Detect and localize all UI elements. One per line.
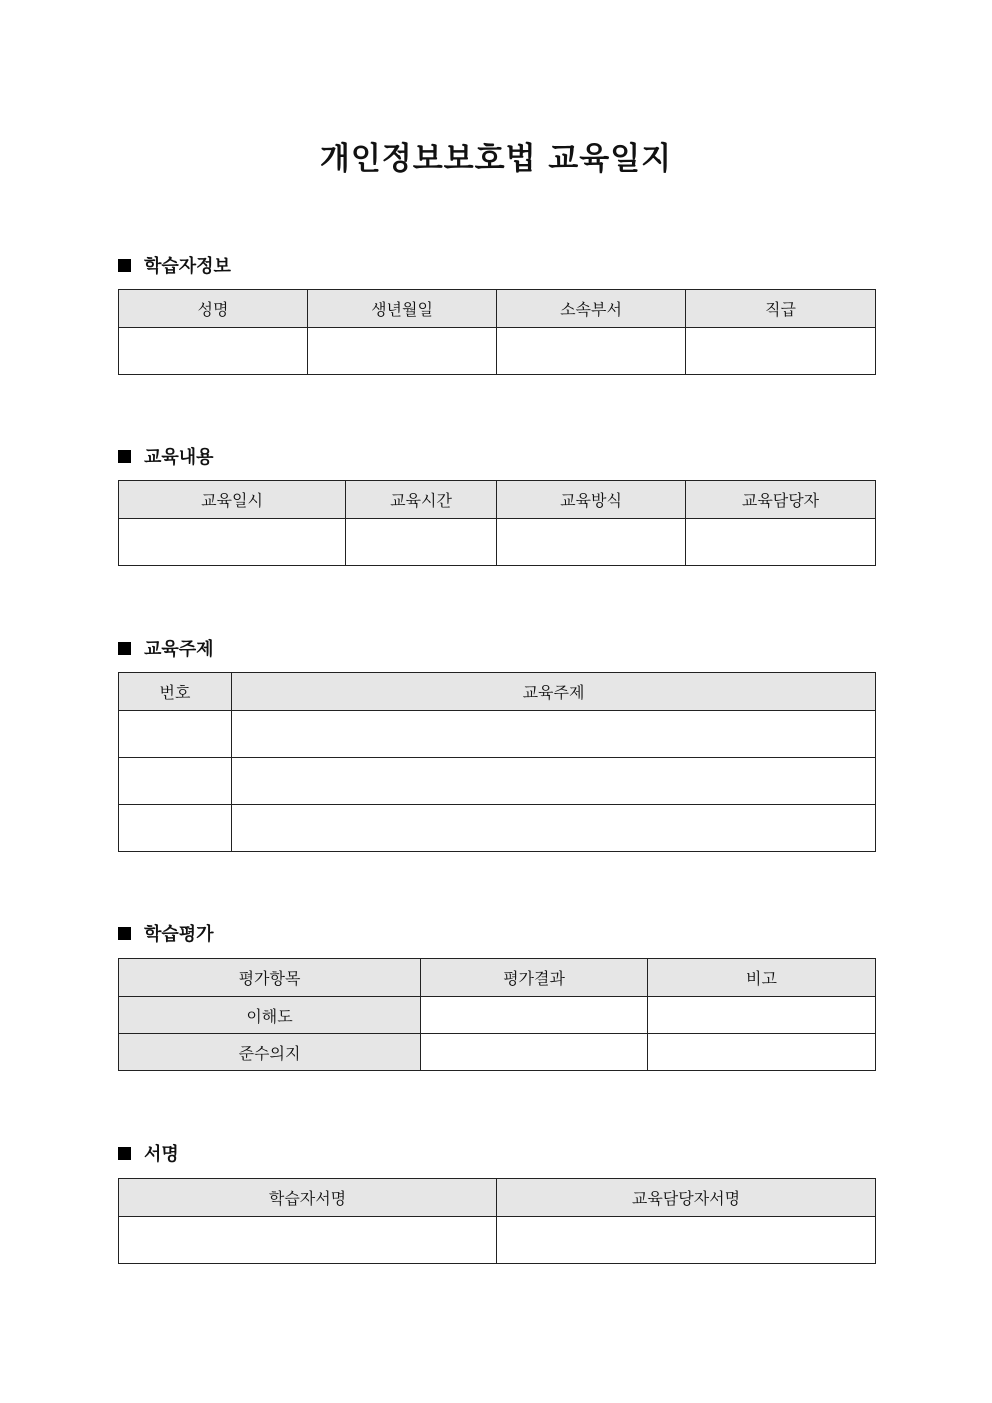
section-heading-signature [118, 1141, 179, 1165]
table-row [119, 758, 876, 805]
name-field[interactable] [119, 328, 308, 375]
number-field[interactable] [119, 805, 232, 852]
header-edu-datetime: 교육일시 [119, 481, 346, 519]
header-topic: 교육주제 [232, 673, 876, 711]
section-heading-content [118, 444, 214, 468]
square-bullet-icon [118, 642, 131, 655]
table-row [119, 805, 876, 852]
square-bullet-icon [118, 927, 131, 940]
remarks-field[interactable] [648, 997, 876, 1034]
topic-field[interactable] [232, 805, 876, 852]
header-department: 소속부서 [497, 290, 686, 328]
number-field[interactable] [119, 711, 232, 758]
header-edu-duration: 교육시간 [346, 481, 497, 519]
header-eval-result: 평가결과 [421, 959, 648, 997]
eval-item-understanding: 이해도 [119, 997, 421, 1034]
table-row [119, 711, 876, 758]
header-edu-method: 교육방식 [497, 481, 686, 519]
number-field[interactable] [119, 758, 232, 805]
section-heading-learner [118, 253, 231, 277]
section-heading-label: 학습자정보 [144, 256, 231, 277]
section-heading-label: 학습평가 [144, 924, 214, 945]
header-manager-signature: 교육담당자서명 [497, 1179, 876, 1217]
topic-field[interactable] [232, 758, 876, 805]
evaluation-table [118, 958, 876, 1071]
education-topic-table [118, 672, 876, 852]
eval-result-field[interactable] [421, 997, 648, 1034]
header-edu-manager: 교육담당자 [686, 481, 876, 519]
remarks-field[interactable] [648, 1034, 876, 1071]
edu-method-field[interactable] [497, 519, 686, 566]
department-field[interactable] [497, 328, 686, 375]
table-row [119, 1034, 876, 1071]
section-heading-evaluation [118, 921, 214, 945]
education-content-table [118, 480, 876, 566]
header-remarks: 비고 [648, 959, 876, 997]
position-field[interactable] [686, 328, 876, 375]
edu-datetime-field[interactable] [119, 519, 346, 566]
header-number: 번호 [119, 673, 232, 711]
header-name: 성명 [119, 290, 308, 328]
header-position: 직급 [686, 290, 876, 328]
edu-manager-field[interactable] [686, 519, 876, 566]
section-heading-label: 교육내용 [144, 447, 214, 468]
section-heading-label: 서명 [144, 1144, 179, 1165]
birthdate-field[interactable] [308, 328, 497, 375]
header-learner-signature: 학습자서명 [119, 1179, 497, 1217]
topic-field[interactable] [232, 711, 876, 758]
section-heading-label: 교육주제 [144, 639, 214, 660]
square-bullet-icon [118, 259, 131, 272]
header-birthdate: 생년월일 [308, 290, 497, 328]
section-heading-topic [118, 636, 214, 660]
learner-info-table [118, 289, 876, 375]
document-title: 개인정보보호법 교육일지 [319, 141, 673, 177]
learner-signature-field[interactable] [119, 1217, 497, 1264]
eval-result-field[interactable] [421, 1034, 648, 1071]
square-bullet-icon [118, 1147, 131, 1160]
edu-duration-field[interactable] [346, 519, 497, 566]
signature-table [118, 1178, 876, 1264]
square-bullet-icon [118, 450, 131, 463]
eval-item-compliance: 준수의지 [119, 1034, 421, 1071]
table-row [119, 997, 876, 1034]
header-eval-item: 평가항목 [119, 959, 421, 997]
manager-signature-field[interactable] [497, 1217, 876, 1264]
